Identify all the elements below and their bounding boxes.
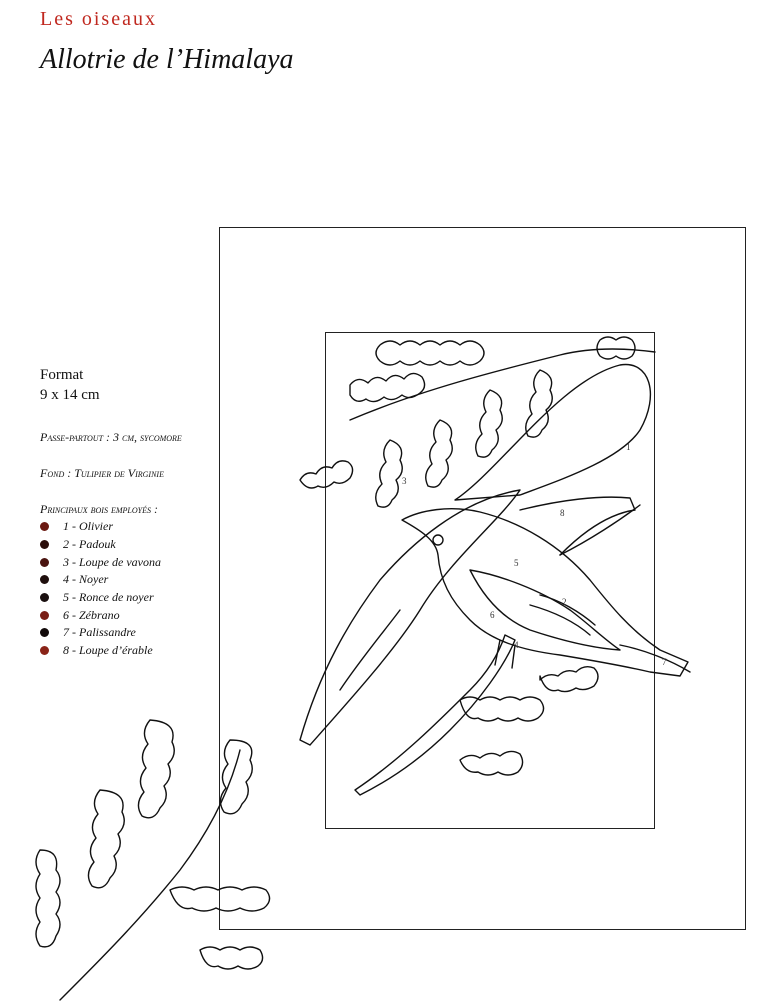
fern-leaf: [540, 667, 598, 692]
fern-leaf: [376, 341, 484, 365]
background-wood-text: Fond : Tulipier de Virginie: [40, 466, 164, 480]
wood-label: 3 - Loupe de vavona: [63, 554, 161, 569]
bird-wing-detail: [540, 595, 595, 625]
wood-label: 8 - Loupe d’érable: [63, 643, 153, 658]
wood-label: 1 - Olivier: [63, 519, 113, 534]
pattern-number: 1: [626, 442, 631, 452]
decorative-fern-leaf: [138, 720, 174, 818]
wood-label: 7 - Palissandre: [63, 625, 136, 640]
fern-leaf: [426, 420, 453, 487]
fern-leaf: [300, 461, 353, 488]
wood-label: 4 - Noyer: [63, 572, 109, 587]
pattern-number: 3: [402, 476, 407, 486]
bird-eye: [433, 535, 443, 545]
decorative-fern-leaf: [200, 947, 263, 969]
fern-leaf: [376, 440, 403, 507]
passe-partout-text: Passe-partout : 3 cm, sycomore: [40, 430, 182, 444]
fern-leaf: [460, 697, 544, 721]
twig-shape: [355, 635, 515, 795]
pattern-number: 7: [662, 657, 667, 667]
wood-label: 5 - Ronce de noyer: [63, 590, 154, 605]
woods-heading: Principaux bois employés :: [40, 502, 158, 516]
fern-leaf: [597, 337, 635, 359]
format-label: Format: [40, 367, 84, 383]
pattern-number: 5: [514, 558, 519, 568]
fern-leaf: [460, 751, 523, 775]
wood-label: 6 - Zébrano: [63, 607, 120, 622]
decorative-fern-leaf: [36, 850, 60, 947]
fern-leaf: [476, 390, 503, 457]
decorative-fern-stem: [60, 750, 240, 1000]
pattern-number: 8: [560, 508, 565, 518]
trunk-shape: [300, 490, 520, 745]
bird-wing-detail: [530, 605, 590, 635]
pattern-number: 2: [562, 597, 567, 607]
section-title: Les oiseaux: [40, 8, 157, 30]
decorative-fern-leaf: [170, 887, 270, 911]
fern-leaf: [526, 370, 553, 437]
fern-leaf: [350, 373, 425, 401]
wood-label: 2 - Padouk: [63, 537, 116, 552]
pattern-number: 6: [490, 610, 495, 620]
decorative-fern-leaf: [220, 740, 252, 814]
branch-shape: [455, 365, 650, 500]
branch-shape: [560, 505, 640, 555]
format-size: 9 x 14 cm: [40, 387, 100, 403]
decorative-fern-leaf: [88, 790, 124, 888]
pattern-number: 4: [514, 640, 519, 650]
page-title: Allotrie de l’Himalaya: [40, 44, 294, 75]
